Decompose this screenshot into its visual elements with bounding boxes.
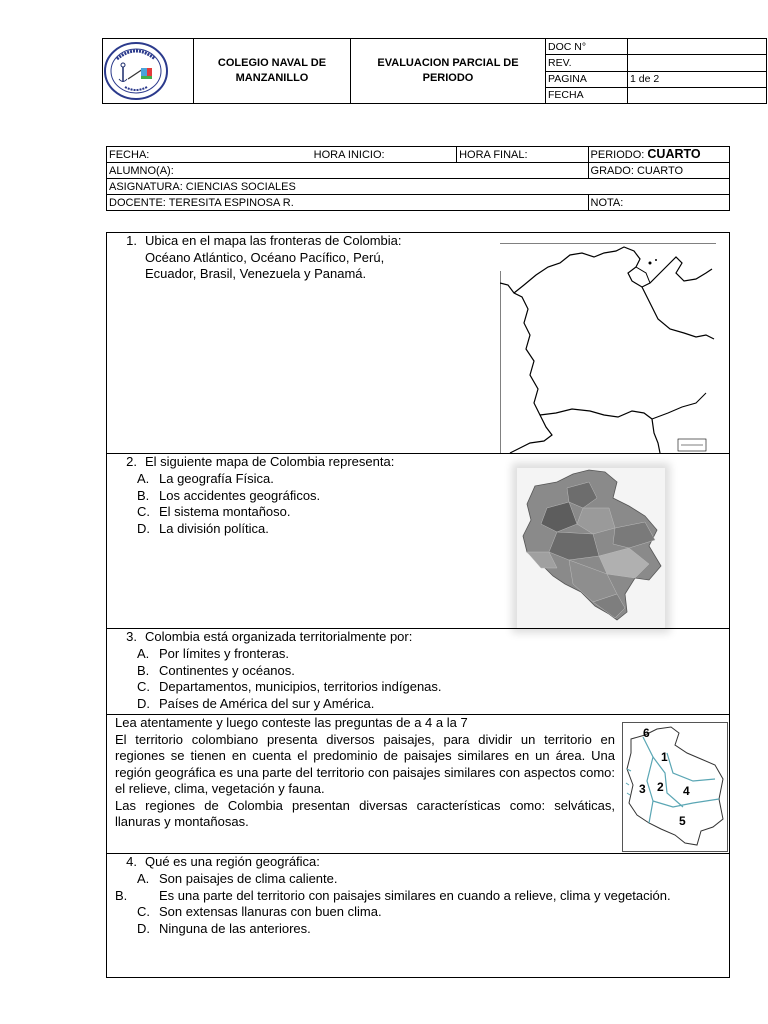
question-number: 4. <box>126 854 137 869</box>
option-text: Es una parte del territorio con paisajes similares en cuando a relieve, clima y vegetación. <box>159 887 671 903</box>
question-text: El siguiente mapa de Colombia representa: <box>145 454 395 469</box>
question-text: Ubica en el mapa las fronteras de Colombia: <box>145 233 402 248</box>
question-text: Colombia está organizada territorialmente por: <box>145 629 413 644</box>
period-value: CUARTO <box>647 147 701 161</box>
option-letter: D. <box>137 520 150 536</box>
grade-score-field[interactable]: NOTA: <box>588 195 729 211</box>
option-a[interactable] <box>137 471 320 488</box>
region-label-1: 1 <box>661 750 668 764</box>
political-map-image <box>517 468 665 628</box>
blank-colombia-map[interactable] <box>500 243 716 453</box>
logo-cell <box>103 39 194 104</box>
question-text-line3: Ecuador, Brasil, Venezuela y Panamá. <box>145 266 367 281</box>
option-c[interactable] <box>137 504 320 521</box>
option-letter: D. <box>137 920 150 936</box>
region-label-6: 6 <box>643 726 650 740</box>
option-c[interactable] <box>137 904 697 921</box>
option-letter: C. <box>137 504 150 519</box>
doc-number-value <box>628 39 767 55</box>
option-letter: B. <box>137 487 150 503</box>
option-text: Continentes y océanos. <box>159 662 295 678</box>
option-text: Son extensas llanuras con buen clima. <box>159 904 382 919</box>
option-text: Los accidentes geográficos. <box>159 487 321 503</box>
question-2-options <box>137 471 320 537</box>
document-header <box>102 38 767 104</box>
option-text: La división política. <box>159 520 269 536</box>
region-label-2: 2 <box>657 780 664 794</box>
option-text: La geografía Física. <box>159 471 274 486</box>
question-number: 3. <box>126 629 137 644</box>
revision-label: REV. <box>546 55 628 71</box>
option-letter: A. <box>137 871 150 886</box>
option-text: Departamentos, municipios, territorios indígenas. <box>159 679 442 694</box>
option-text: Ninguna de las anteriores. <box>159 920 311 936</box>
subject-field: ASIGNATURA: CIENCIAS SOCIALES <box>107 179 730 195</box>
option-text: Por límites y fronteras. <box>159 646 290 661</box>
revision-value <box>628 55 767 71</box>
start-time-field[interactable]: HORA INICIO: <box>312 147 457 163</box>
question-3-options <box>137 646 442 712</box>
date-field[interactable]: FECHA: <box>107 147 312 163</box>
passage-intro: Lea atentamente y luego conteste las preguntas de a 4 a la 7 <box>115 715 468 730</box>
evaluation-title: EVALUACION PARCIAL DE PERIODO <box>351 39 546 104</box>
period-label: PERIODO: <box>590 149 645 161</box>
question-4 <box>106 853 730 978</box>
student-name-field[interactable]: ALUMNO(A): <box>107 163 589 179</box>
question-1 <box>106 232 730 454</box>
option-d[interactable] <box>137 921 697 938</box>
option-d[interactable] <box>137 696 442 713</box>
option-letter: A. <box>137 471 150 486</box>
question-number: 1. <box>126 233 137 248</box>
question-3 <box>106 628 730 715</box>
option-d[interactable] <box>137 521 320 538</box>
option-text: Son paisajes de clima caliente. <box>159 871 338 886</box>
student-info-table <box>106 146 730 211</box>
region-label-3: 3 <box>639 782 646 796</box>
option-letter: C. <box>137 679 150 694</box>
end-time-field[interactable]: HORA FINAL: <box>457 147 588 163</box>
option-text: Países de América del sur y América. <box>159 695 375 711</box>
page-value: 1 de 2 <box>628 71 767 87</box>
option-b[interactable] <box>115 887 697 905</box>
option-a[interactable] <box>137 646 442 663</box>
option-b[interactable] <box>137 663 442 680</box>
option-c[interactable] <box>137 679 442 696</box>
option-letter: C. <box>137 904 150 919</box>
passage-paragraph-1: El territorio colombiano presenta diversos paisajes, para dividir un territorio en regiones se tienen en cuenta el predominio de paisajes similares en un área. Una región geográfica es una parte del territorio con paisajes similares con aspectos como: el relieve, clima, vegetación y fauna. <box>115 731 615 796</box>
date-label: FECHA <box>546 87 628 103</box>
doc-number-label: DOC N° <box>546 39 628 55</box>
teacher-field: DOCENTE: TERESITA ESPINOSA R. <box>107 195 589 211</box>
question-number: 2. <box>126 454 137 469</box>
grade-field: GRADO: CUARTO <box>588 163 729 179</box>
option-letter: B. <box>115 887 128 903</box>
option-b[interactable] <box>137 488 320 505</box>
date-value <box>628 87 767 103</box>
question-2 <box>106 453 730 629</box>
page-label: PAGINA <box>546 71 628 87</box>
period-field <box>588 147 729 163</box>
question-4-options <box>115 871 697 937</box>
school-logo <box>103 41 169 101</box>
school-name: COLEGIO NAVAL DE MANZANILLO <box>194 39 351 104</box>
regions-map-image <box>622 722 728 852</box>
option-a[interactable] <box>137 871 697 888</box>
option-letter: B. <box>137 662 150 678</box>
question-text-line2: Océano Atlántico, Océano Pacífico, Perú, <box>145 249 385 265</box>
region-label-5: 5 <box>679 814 686 828</box>
passage-paragraph-2: Las regiones de Colombia presentan diversas características como: selváticas, llanuras y montañosas. <box>115 797 615 829</box>
option-letter: A. <box>137 646 150 661</box>
question-text: Qué es una región geográfica: <box>145 854 320 869</box>
option-text: El sistema montañoso. <box>159 504 291 519</box>
option-letter: D. <box>137 695 150 711</box>
reading-passage <box>106 714 730 854</box>
region-label-4: 4 <box>683 784 690 798</box>
